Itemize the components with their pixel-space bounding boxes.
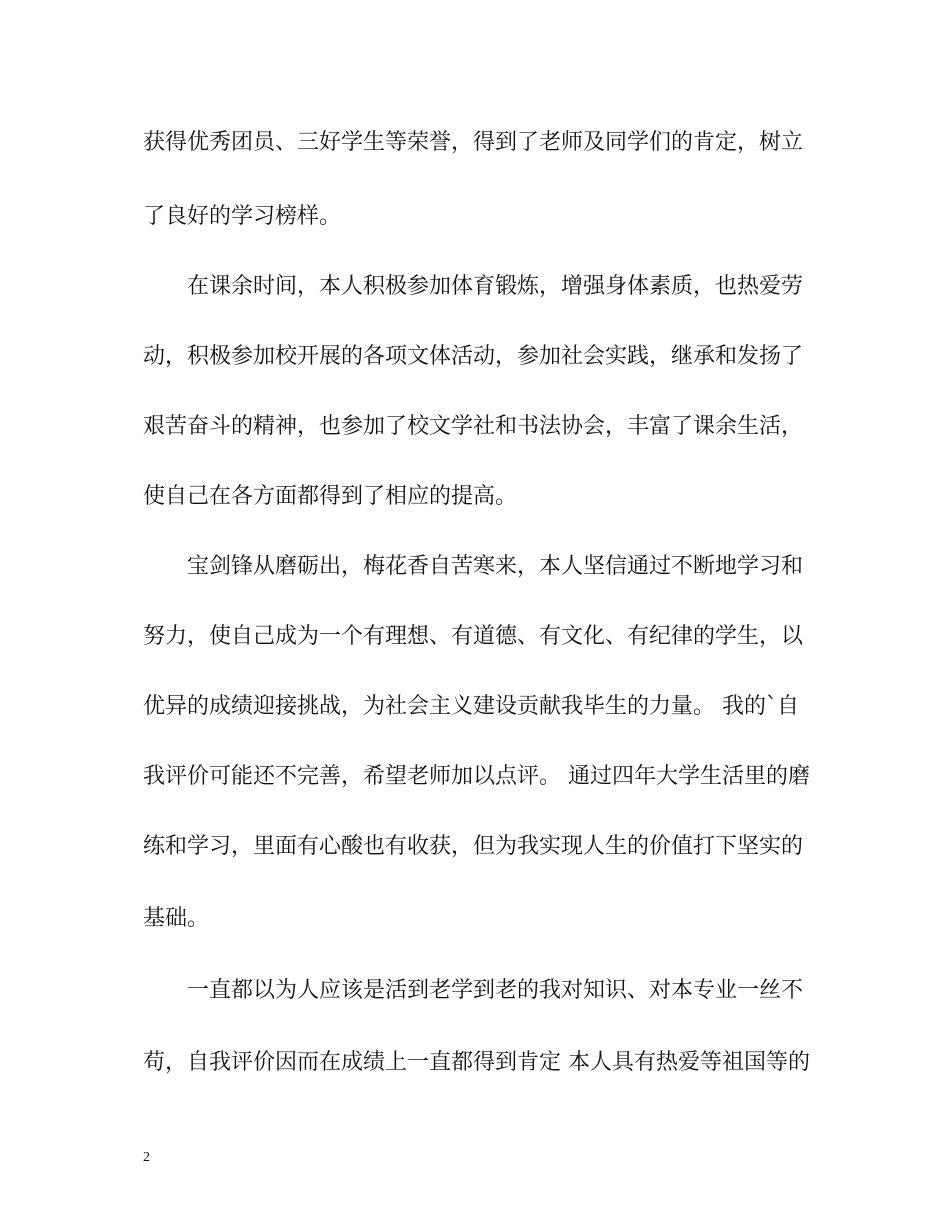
text-line-13: 一直都以为人应该是活到老学到老的我对知识、对本专业一丝不: [143, 978, 804, 1003]
text-line-2: 了良好的学习榜样。: [143, 204, 342, 229]
text-line-11: 练和学习，里面有心酸也有收获，但为我实现人生的价值打下坚实的: [143, 834, 804, 859]
text-line-4: 动，积极参加校开展的各项文体活动，参加社会实践，继承和发扬了: [143, 344, 804, 369]
text-line-1: 获得优秀团员、三好学生等荣誉，得到了老师及同学们的肯定，树立: [143, 130, 804, 155]
text-line-12: 基础。: [143, 906, 210, 931]
text-line-14: 苟，自我评价因而在成绩上一直都得到肯定 本人具有热爱等祖国等的: [143, 1050, 810, 1075]
text-line-7: 宝剑锋从磨砺出，梅花香自苦寒来，本人坚信通过不断地学习和: [143, 554, 804, 579]
text-line-3: 在课余时间，本人积极参加体育锻炼，增强身体素质，也热爱劳: [143, 274, 804, 299]
text-line-8: 努力，使自己成为一个有理想、有道德、有文化、有纪律的学生，以: [143, 624, 804, 649]
text-line-10: 我评价可能还不完善，希望老师加以点评。 通过四年大学生活里的磨: [143, 764, 810, 789]
text-line-9: 优异的成绩迎接挑战，为社会主义建设贡献我毕生的力量。 我的`自: [143, 694, 799, 719]
page-number: 2: [143, 1150, 150, 1165]
text-line-5: 艰苦奋斗的精神，也参加了校文学社和书法协会，丰富了课余生活，: [143, 414, 804, 439]
text-line-6: 使自己在各方面都得到了相应的提高。: [143, 484, 518, 509]
